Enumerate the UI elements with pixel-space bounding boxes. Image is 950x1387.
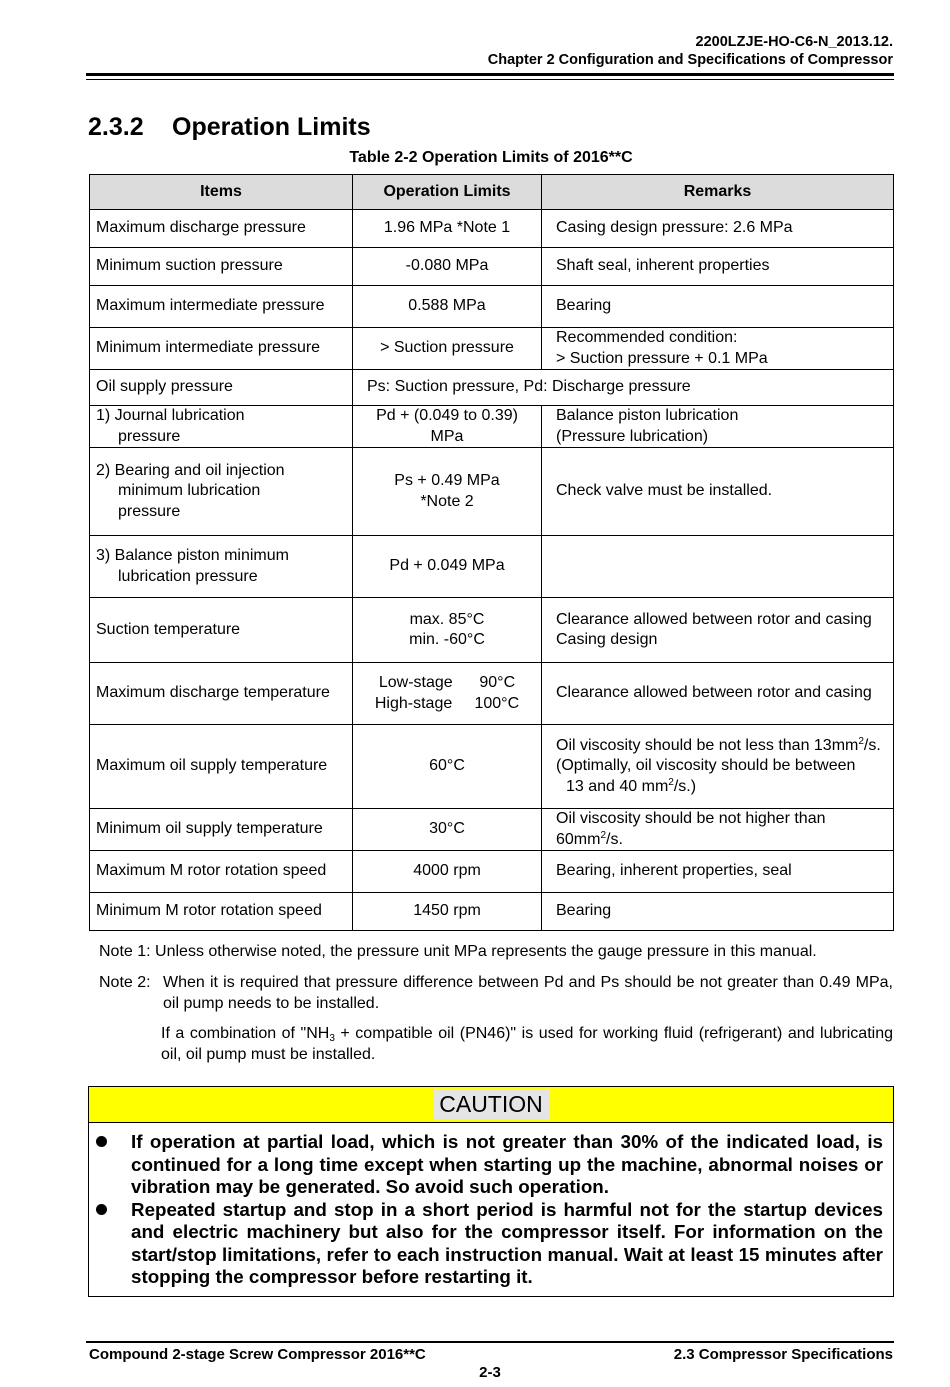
section-heading (88, 113, 371, 142)
stage-value: 100°C (474, 694, 520, 712)
remarks-line: 13 and 40 $mm^2/s$.) (566, 776, 697, 795)
limit-cell: Pd + 0.049 MPa (353, 536, 542, 598)
table-row (90, 893, 894, 931)
stage-label: High-stage (374, 694, 453, 712)
note-2-text: When it is required that pressure difference between Pd and Ps should be not greater than 0.49 MPa, oil pump needs to be installed. (163, 974, 893, 1012)
remarks-cell: Clearance allowed between rotor and casing (542, 663, 894, 725)
limit-line (359, 694, 535, 715)
remarks-line: (Pressure lubrication) (556, 427, 709, 445)
item-cell: Minimum oil supply temperature (90, 809, 353, 851)
caution-header (89, 1087, 893, 1123)
remarks-cell (542, 536, 894, 598)
remarks-cell: Casing design pressure: 2.6 MPa (542, 210, 894, 248)
item-cell: Maximum discharge temperature (90, 663, 353, 725)
remarks-line: (Optimally, oil viscosity should be between (556, 757, 856, 775)
item-cell: Oil supply pressure (90, 370, 353, 406)
table-row (90, 448, 894, 536)
limit-cell (353, 598, 542, 663)
limit-cell (353, 663, 542, 725)
column-header-items: Items (90, 175, 353, 210)
limit-line: Ps + 0.49 MPa (394, 472, 500, 489)
item-cell: Minimum M rotor rotation speed (90, 893, 353, 931)
footer-rule (86, 1341, 894, 1343)
span-cell: Ps: Suction pressure, Pd: Discharge pressure (353, 370, 894, 406)
remarks-cell (542, 725, 894, 809)
item-cell (90, 536, 353, 598)
caution-box (88, 1086, 894, 1297)
remarks-cell: Shaft seal, inherent properties (542, 248, 894, 286)
caution-list (89, 1123, 893, 1289)
item-line: 3) Balance piston minimum (96, 547, 289, 564)
note-2-additional: If a combination of "$NH_3$ + compatible oil (PN46)" is used for working fluid (refrigerant) and lubricating oil, oil pump must be installed. (161, 1025, 893, 1063)
item-cell (90, 406, 353, 448)
caution-item (89, 1199, 883, 1289)
item-cell: Minimum suction pressure (90, 248, 353, 286)
limit-line: min. -60°C (409, 631, 485, 648)
remarks-cell: Bearing (542, 286, 894, 328)
item-cell: Maximum M rotor rotation speed (90, 851, 353, 893)
remarks-line: Balance piston lubrication (556, 407, 739, 424)
item-line: lubrication pressure (118, 567, 258, 585)
remarks-cell: Check valve must be installed. (542, 448, 894, 536)
stage-label: Low-stage (378, 674, 453, 691)
limit-cell: 4000 rpm (353, 851, 542, 893)
column-header-operation-limits: Operation Limits (353, 175, 542, 210)
limit-cell: 30°C (353, 809, 542, 851)
limit-line: max. 85°C (409, 610, 485, 628)
remarks-cell: Clearance allowed between rotor and casing Casing design (542, 598, 894, 663)
limit-cell: > Suction pressure (353, 328, 542, 370)
footer-product: Compound 2-stage Screw Compressor 2016**C (89, 1346, 426, 1363)
limit-line: Pd + (0.049 to 0.39) (376, 407, 518, 424)
caution-text: Repeated startup and stop in a short period is harmful not for the startup devices and electric machinery but also for the compressor itself. For information on the start/stop limitations, refer to each instruction manual. Wait at least 15 minutes after stopping the compressor before restarting it. (131, 1198, 883, 1287)
column-header-remarks: Remarks (542, 175, 894, 210)
document-id: 2200LZJE-HO-C6-N_2013.12. (695, 34, 893, 50)
remarks-line: Recommended condition: (556, 329, 738, 346)
table-row (90, 851, 894, 893)
limit-cell (353, 406, 542, 448)
table-row (90, 248, 894, 286)
table-row (90, 370, 894, 406)
item-cell: Maximum oil supply temperature (90, 725, 353, 809)
table-row (90, 536, 894, 598)
table-row (90, 210, 894, 248)
remarks-cell (542, 406, 894, 448)
table-row (90, 598, 894, 663)
table-row (90, 725, 894, 809)
note-1: Note 1: Unless otherwise noted, the pressure unit MPa represents the gauge pressure in this manual. (99, 943, 817, 960)
footer-section: 2.3 Compressor Specifications (673, 1346, 893, 1363)
limit-cell (353, 448, 542, 536)
item-line: minimum lubrication (118, 482, 261, 500)
table-row (90, 663, 894, 725)
stage-value: 90°C (479, 674, 516, 691)
remarks-cell: Oil viscosity should be not higher than $60mm^2/s$. (542, 809, 894, 851)
item-line: 1) Journal lubrication (96, 407, 245, 424)
operation-limits-table (89, 174, 894, 931)
bullet-icon (96, 1204, 107, 1215)
remarks-line: > Suction pressure + 0.1 MPa (556, 349, 768, 367)
table-row (90, 328, 894, 370)
item-cell: Maximum intermediate pressure (90, 286, 353, 328)
table-caption: Table 2-2 Operation Limits of 2016**C (349, 149, 633, 166)
caution-item (89, 1131, 883, 1199)
item-line: pressure (118, 502, 181, 520)
limit-cell: 1450 rpm (353, 893, 542, 931)
caution-title: CAUTION (433, 1089, 549, 1119)
limit-line (359, 673, 535, 694)
note-2-label: Note 2: (99, 974, 151, 991)
item-line: pressure (118, 427, 181, 445)
limit-line: MPa (430, 427, 464, 445)
caution-text: If operation at partial load, which is not greater than 30% of the indicated load, is continued for a long time except when starting up the machine, abnormal noises or vibration may be generated. So avoid such operation. (131, 1131, 883, 1197)
table-row (90, 406, 894, 448)
item-cell (90, 448, 353, 536)
limit-cell: 60°C (353, 725, 542, 809)
table-header-row (90, 175, 894, 210)
item-cell: Minimum intermediate pressure (90, 328, 353, 370)
item-line: 2) Bearing and oil injection (96, 461, 285, 479)
limit-cell: 1.96 MPa *Note 1 (353, 210, 542, 248)
section-number: 2.3.2 (88, 113, 144, 141)
section-title: Operation Limits (172, 113, 371, 141)
bullet-icon (96, 1136, 107, 1147)
item-cell: Maximum discharge pressure (90, 210, 353, 248)
table-row (90, 809, 894, 851)
limit-cell: -0.080 MPa (353, 248, 542, 286)
header-rule-thick (86, 73, 894, 76)
limit-line: *Note 2 (420, 492, 474, 510)
item-cell: Suction temperature (90, 598, 353, 663)
remarks-line: Oil viscosity should be not less than $13mm^2/s$. (556, 735, 881, 754)
remarks-cell: Bearing, inherent properties, seal (542, 851, 894, 893)
note-2 (99, 972, 893, 1014)
remarks-cell (542, 328, 894, 370)
chapter-title: Chapter 2 Configuration and Specifications of Compressor (487, 52, 893, 68)
header-rule-thin (86, 79, 894, 80)
limit-cell: 0.588 MPa (353, 286, 542, 328)
page-number: 2-3 (479, 1364, 501, 1381)
remarks-cell: Bearing (542, 893, 894, 931)
table-row (90, 286, 894, 328)
